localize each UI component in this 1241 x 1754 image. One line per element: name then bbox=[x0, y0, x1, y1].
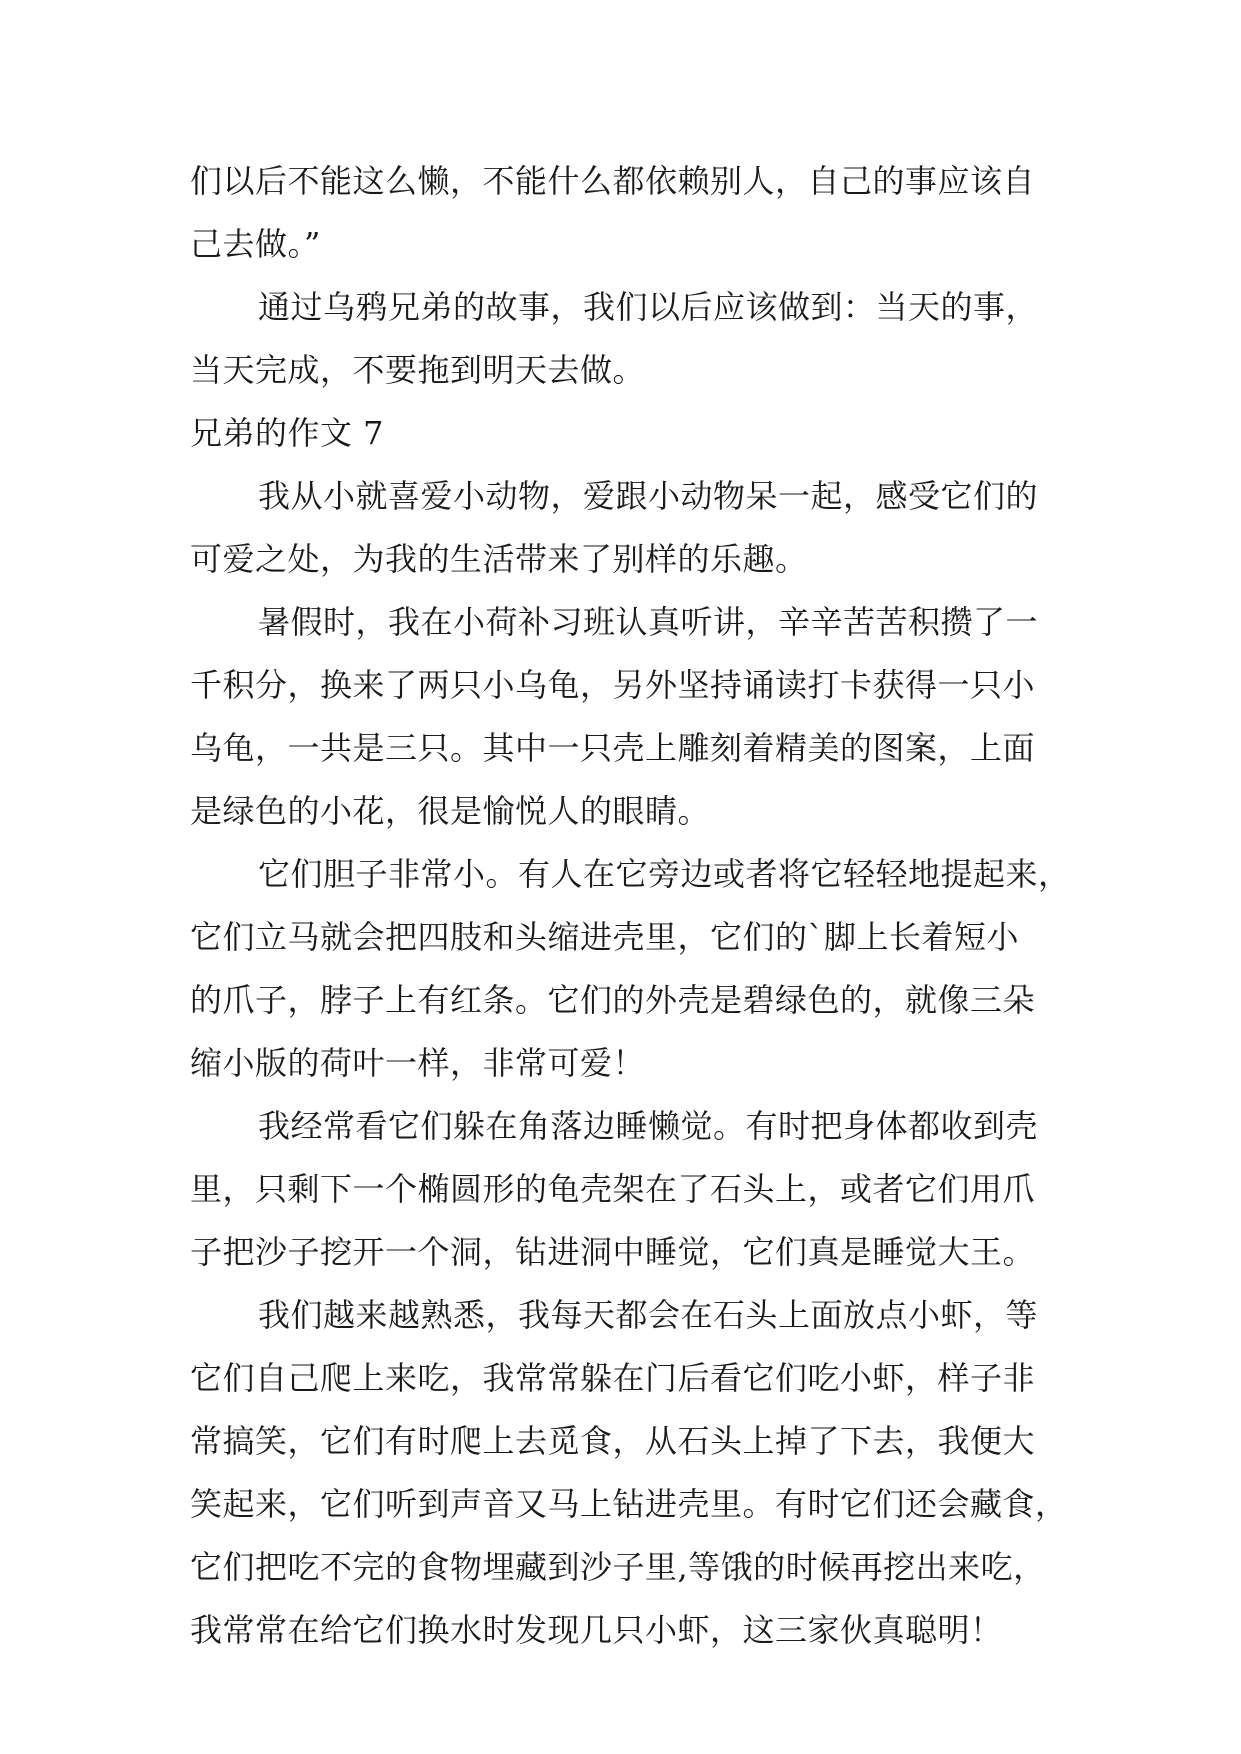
text-line-6: 我从小就喜爱小动物，爱跟小动物呆一起，感受它们的 bbox=[258, 477, 1039, 515]
text-line-19: 我们越来越熟悉，我每天都会在石头上面放点小虾，等 bbox=[258, 1296, 1039, 1334]
text-line-24: 我常常在给它们换水时发现几只小虾，这三家伙真聪明！ bbox=[190, 1611, 1003, 1649]
text-line-20: 它们自己爬上来吃，我常常躲在门后看它们吃小虾，样子非 bbox=[190, 1359, 1036, 1397]
text-line-3: 通过乌鸦兄弟的故事，我们以后应该做到：当天的事， bbox=[258, 288, 1039, 326]
text-line-22: 笑起来，它们听到声音又马上钻进壳里。有时它们还会藏食， bbox=[190, 1485, 1068, 1523]
section-heading: 兄弟的作文 7 bbox=[190, 414, 385, 452]
text-line-2: 己去做。” bbox=[190, 225, 321, 263]
document-page bbox=[190, 150, 1070, 1662]
text-line-8: 暑假时，我在小荷补习班认真听讲，辛辛苦苦积攒了一 bbox=[258, 603, 1039, 641]
text-line-1: 们以后不能这么懒，不能什么都依赖别人，自己的事应该自 bbox=[190, 162, 1036, 200]
text-line-12: 它们胆子非常小。有人在它旁边或者将它轻轻地提起来， bbox=[258, 855, 1071, 893]
text-line-9: 千积分，换来了两只小乌龟，另外坚持诵读打卡获得一只小 bbox=[190, 666, 1036, 704]
text-line-14: 的爪子，脖子上有红条。它们的外壳是碧绿色的，就像三朵 bbox=[190, 981, 1036, 1019]
text-line-10: 乌龟，一共是三只。其中一只壳上雕刻着精美的图案，上面 bbox=[190, 729, 1036, 767]
text-line-17: 里，只剩下一个椭圆形的龟壳架在了石头上，或者它们用爪 bbox=[190, 1170, 1036, 1208]
text-line-7: 可爱之处，为我的生活带来了别样的乐趣。 bbox=[190, 540, 808, 578]
text-line-16: 我经常看它们躲在角落边睡懒觉。有时把身体都收到壳 bbox=[258, 1107, 1039, 1145]
text-line-13: 它们立马就会把四肢和头缩进壳里，它们的`脚上长着短小 bbox=[190, 918, 1020, 956]
text-line-18: 子把沙子挖开一个洞，钻进洞中睡觉，它们真是睡觉大王。 bbox=[190, 1233, 1036, 1271]
text-line-4: 当天完成，不要拖到明天去做。 bbox=[190, 351, 646, 389]
text-line-15: 缩小版的荷叶一样，非常可爱！ bbox=[190, 1044, 646, 1082]
text-line-11: 是绿色的小花，很是愉悦人的眼睛。 bbox=[190, 792, 711, 830]
text-line-21: 常搞笑，它们有时爬上去觅食，从石头上掉了下去，我便大 bbox=[190, 1422, 1036, 1460]
text-line-23: 它们把吃不完的食物埋藏到沙子里,等饿的时候再挖出来吃， bbox=[190, 1548, 1046, 1586]
